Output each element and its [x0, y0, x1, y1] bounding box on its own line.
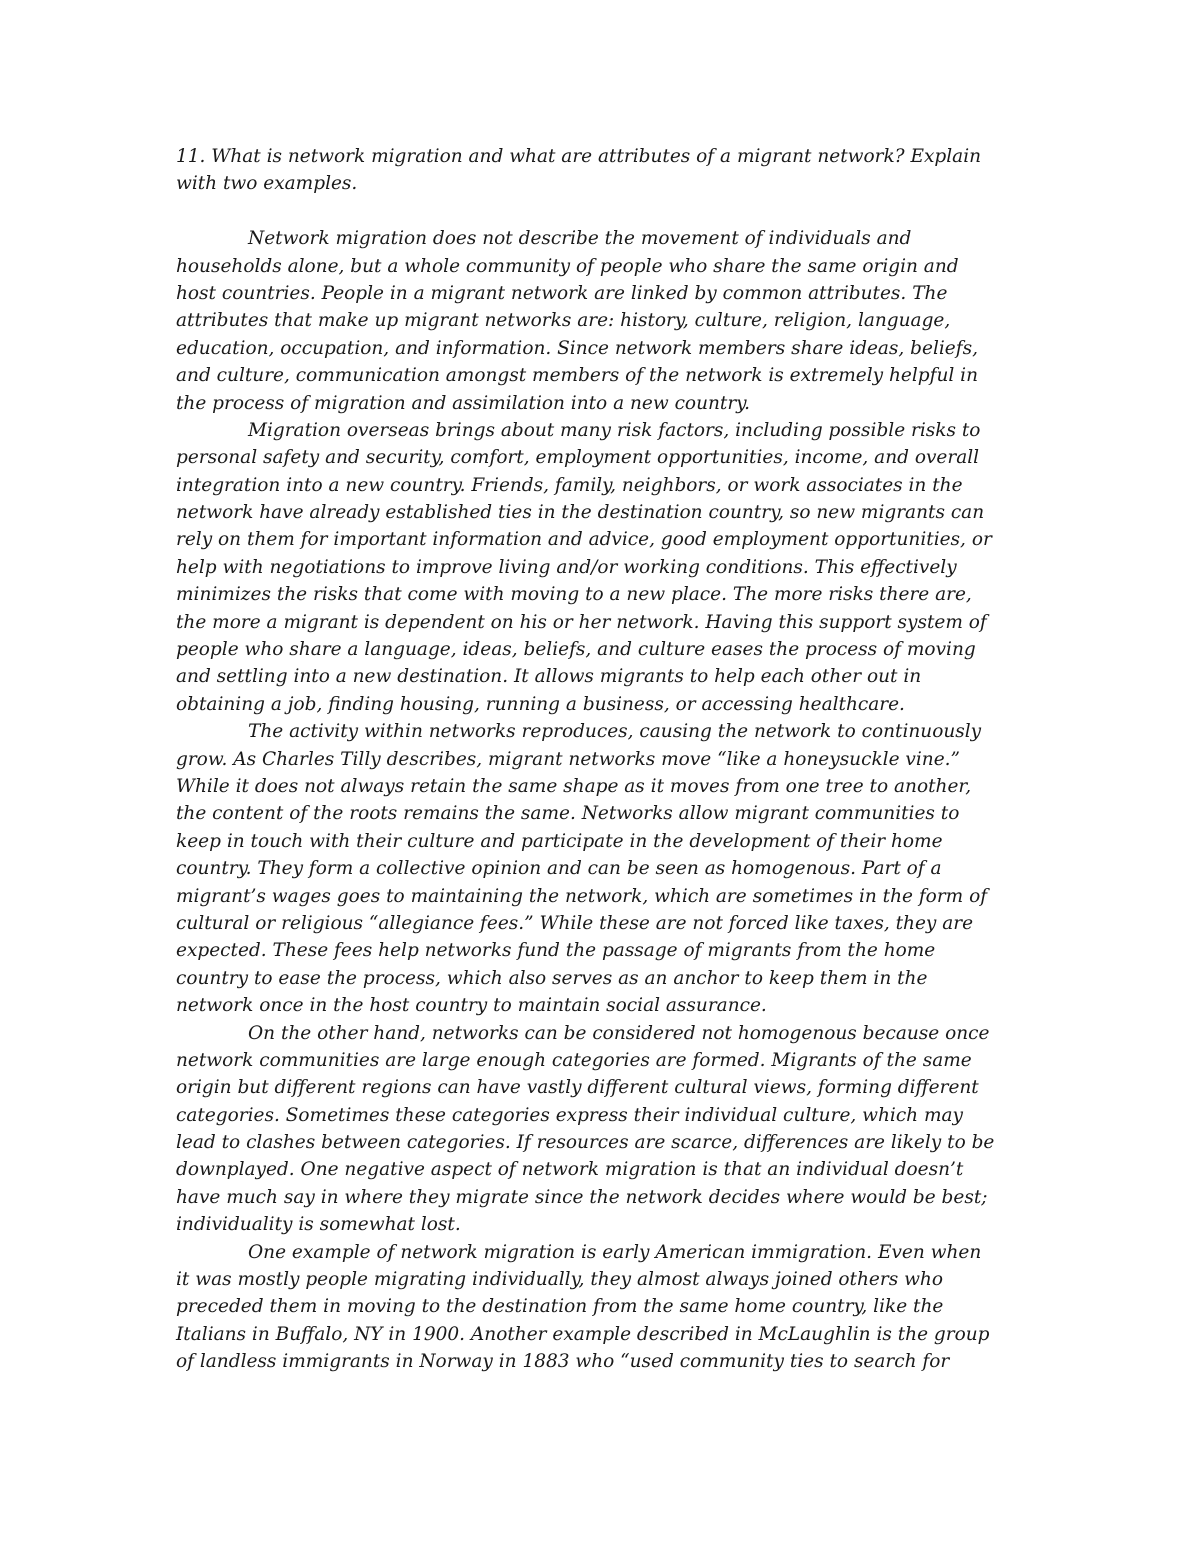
paragraph-line: cultural or religious “allegiance fees.” While these are not forced like taxes, they are: [176, 912, 974, 934]
paragraph-line: network have already established ties in the destination country, so new migrants can: [176, 502, 985, 524]
paragraph-line: keep in touch with their culture and participate in the development of their home: [176, 830, 943, 852]
paragraph-line: Migration overseas brings about many risk factors, including possible risks to: [248, 419, 981, 441]
paragraph-line: obtaining a job, finding housing, running a business, or accessing healthcare.: [176, 693, 905, 715]
paragraph-line: grow. As Charles Tilly describes, migrant networks move “like a honeysuckle vine.”: [176, 748, 960, 770]
paragraph-line: the more a migrant is dependent on his or her network. Having this support system of: [176, 611, 987, 633]
paragraph-line: host countries. People in a migrant network are linked by common attributes. The: [176, 282, 948, 304]
paragraph-line: rely on them for important information and advice, good employment opportunities, or: [176, 529, 992, 551]
paragraph-line: On the other hand, networks can be considered not homogenous because once: [248, 1022, 990, 1044]
document-body: [176, 143, 1046, 1376]
paragraph-line: origin but different regions can have vastly different cultural views, forming different: [176, 1077, 979, 1099]
paragraph-line: The activity within networks reproduces, causing the network to continuously: [248, 721, 982, 743]
paragraph-line: have much say in where they migrate since the network decides where would be best;: [176, 1186, 988, 1208]
paragraph-line: downplayed. One negative aspect of network migration is that an individual doesn’t: [176, 1159, 964, 1181]
paragraph-line: integration into a new country. Friends, family, neighbors, or work associates in the: [176, 474, 963, 496]
paragraph-line: individuality is somewhat lost.: [176, 1214, 461, 1236]
paragraph-line: attributes that make up migrant networks are: history, culture, religion, language,: [176, 310, 951, 332]
paragraph-line: households alone, but a whole community of people who share the same origin and: [176, 255, 959, 277]
paragraph-line: lead to clashes between categories. If resources are scarce, differences are likely to be: [176, 1132, 995, 1154]
paragraph-line: preceded them in moving to the destination from the same home country, like the: [176, 1296, 944, 1318]
paragraph-line: network once in the host country to maintain social assurance.: [176, 995, 767, 1017]
paragraph-line: and settling into a new destination. It allows migrants to help each other out in: [176, 666, 922, 688]
paragraph-line: education, occupation, and information. Since network members share ideas, beliefs,: [176, 337, 978, 359]
paragraph-line: minimizes the risks that come with moving to a new place. The more risks there are,: [176, 584, 972, 606]
paragraph-line: help with negotiations to improve living and/or working conditions. This effectively: [176, 556, 957, 578]
paragraph-line: country to ease the process, which also serves as an anchor to keep them in the: [176, 967, 928, 989]
paragraph-line: network communities are large enough categories are formed. Migrants of the same: [176, 1049, 972, 1071]
paragraph-line: Network migration does not describe the movement of individuals and: [248, 228, 912, 250]
question-line: 11. What is network migration and what are attributes of a migrant network? Explain: [176, 146, 982, 167]
paragraph-line: Italians in Buffalo, NY in 1900. Another example described in McLaughlin is the group: [176, 1323, 990, 1345]
paragraph-gap: [176, 198, 1046, 225]
paragraph-line: migrant’s wages goes to maintaining the network, which are sometimes in the form of: [176, 885, 988, 907]
paragraph-line: categories. Sometimes these categories express their individual culture, which may: [176, 1104, 963, 1126]
paragraph-line: it was mostly people migrating individually, they almost always joined others who: [176, 1269, 943, 1291]
paragraph-line: expected. These fees help networks fund the passage of migrants from the home: [176, 940, 936, 962]
paragraph-line: the content of the roots remains the same. Networks allow migrant communities to: [176, 803, 960, 825]
paragraph-line: and culture, communication amongst members of the network is extremely helpful in: [176, 365, 978, 387]
paragraph-line: While it does not always retain the same shape as it moves from one tree to another,: [176, 775, 972, 797]
paragraph-line: personal safety and security, comfort, employment opportunities, income, and overall: [176, 447, 980, 469]
paragraph-line: of landless immigrants in Norway in 1883 who “used community ties to search for: [176, 1351, 950, 1373]
paragraph-line: One example of network migration is early American immigration. Even when: [248, 1241, 982, 1263]
paragraph-line: the process of migration and assimilation into a new country.: [176, 392, 751, 414]
paragraph-line: people who share a language, ideas, beliefs, and culture eases the process of moving: [176, 639, 976, 661]
paragraph-line: country. They form a collective opinion and can be seen as homogenous. Part of a: [176, 858, 942, 880]
question-line: with two examples.: [176, 173, 358, 195]
